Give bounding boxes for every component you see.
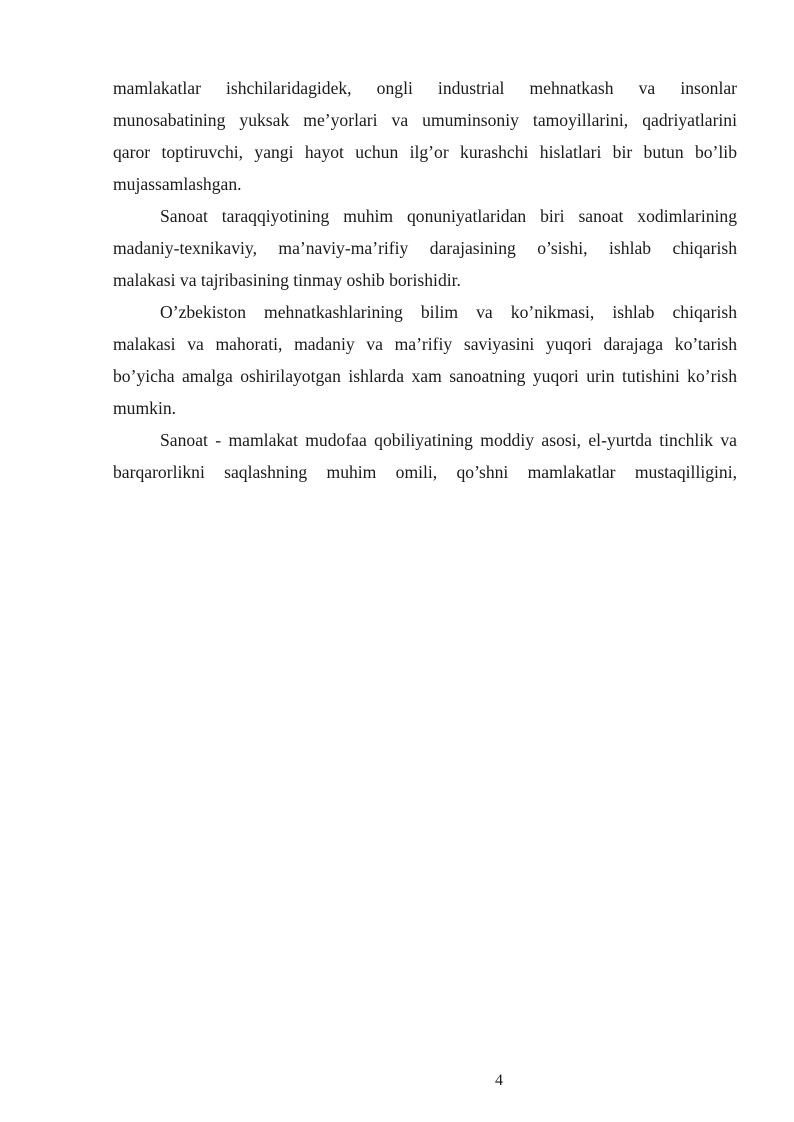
text-line: mumkin. [113, 398, 177, 418]
page-number-text: 4 [495, 1072, 503, 1089]
page-number [0, 1071, 794, 1091]
text-line: munosabatining yuksak me’yorlari va umuminsoniy tamoyillarini, qadriyatlarini [113, 110, 737, 130]
paragraph-2 [113, 200, 737, 296]
text-line: Sanoat - mamlakat mudofaa qobiliyatining moddiy asosi, el-yurtda tinchlik va [160, 430, 737, 450]
text-line: madaniy-texnikaviy, ma’naviy-ma’rifiy darajasining o’sishi, ishlab chiqarish [113, 238, 737, 258]
text-line: O’zbekiston mehnatkashlarining bilim va ko’nikmasi, ishlab chiqarish [160, 302, 737, 322]
paragraph-3 [113, 296, 737, 424]
paragraph-4 [113, 424, 737, 488]
text-line: bo’yicha amalga oshirilayotgan ishlarda xam sanoatning yuqori urin tutishini ko’rish [113, 366, 737, 386]
text-line: qaror toptiruvchi, yangi hayot uchun ilg’or kurashchi hislatlari bir butun bo’lib [113, 142, 737, 162]
text-line: barqarorlikni saqlashning muhim omili, qo’shni mamlakatlar mustaqilligini, [113, 462, 737, 482]
text-line: mujassamlashgan. [113, 174, 242, 194]
text-line: malakasi va tajribasining tinmay oshib borishidir. [113, 270, 461, 290]
text-line: Sanoat taraqqiyotining muhim qonuniyatlaridan biri sanoat xodimlarining [160, 206, 737, 226]
paragraph-1 [113, 72, 737, 200]
document-body [113, 72, 737, 488]
text-line: malakasi va mahorati, madaniy va ma’rifiy saviyasini yuqori darajaga ko’tarish [113, 334, 737, 354]
text-line: mamlakatlar ishchilaridagidek, ongli industrial mehnatkash va insonlar [113, 78, 737, 98]
